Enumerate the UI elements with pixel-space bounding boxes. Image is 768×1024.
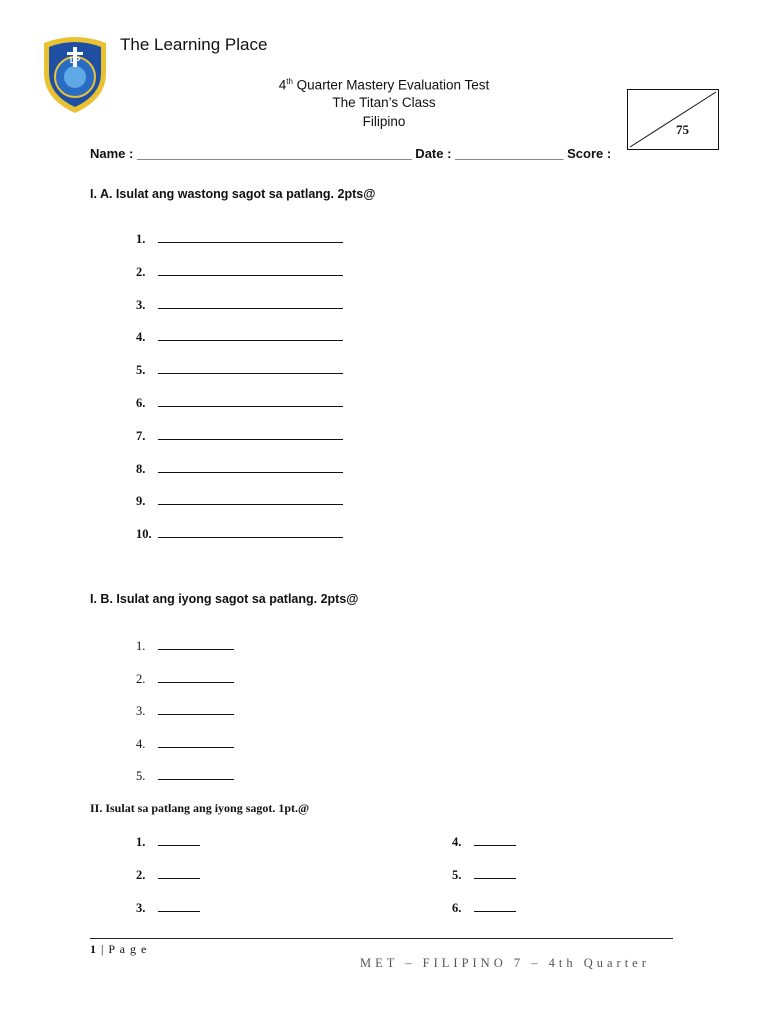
answer-item bbox=[136, 361, 343, 378]
item-number: 4. bbox=[136, 736, 146, 751]
answer-blank[interactable] bbox=[474, 899, 516, 912]
item-number: 1. bbox=[136, 835, 146, 849]
item-number: 2. bbox=[136, 868, 146, 882]
answer-blank[interactable] bbox=[158, 328, 343, 341]
answer-item bbox=[136, 263, 343, 280]
class-name: The Titan’s Class bbox=[332, 95, 436, 110]
answer-item bbox=[452, 866, 516, 883]
answer-item bbox=[136, 670, 234, 687]
answer-blank[interactable] bbox=[158, 361, 343, 374]
item-number: 4. bbox=[136, 330, 146, 345]
answer-item bbox=[136, 702, 234, 719]
answer-item bbox=[452, 833, 516, 850]
page-label: | P a g e bbox=[101, 942, 148, 956]
answer-blank[interactable] bbox=[158, 735, 234, 748]
answer-item bbox=[136, 394, 343, 411]
item-number: 3. bbox=[136, 901, 146, 915]
answer-blank[interactable] bbox=[474, 866, 516, 879]
answer-blank[interactable] bbox=[158, 492, 343, 505]
section-2-heading: II. Isulat sa patlang ang iyong sagot. 1pt.@ bbox=[90, 801, 310, 815]
item-number: 3. bbox=[136, 704, 146, 718]
answer-item bbox=[452, 899, 516, 916]
answer-item bbox=[136, 866, 200, 883]
answer-blank[interactable] bbox=[158, 702, 234, 715]
item-number: 2. bbox=[136, 671, 146, 686]
answer-blank[interactable] bbox=[158, 230, 343, 243]
section-1a-heading: I. A. Isulat ang wastong sagot sa patlang. 2pts@ bbox=[90, 187, 376, 201]
item-number: 10. bbox=[136, 527, 152, 542]
item-number: 4. bbox=[452, 835, 462, 849]
page-number: 1 bbox=[90, 942, 97, 956]
item-number: 5. bbox=[136, 363, 146, 378]
score-box bbox=[627, 89, 719, 150]
answer-item bbox=[136, 460, 343, 477]
logo-initials: LP bbox=[69, 56, 81, 65]
answer-item bbox=[136, 735, 234, 752]
answer-blank[interactable] bbox=[158, 296, 343, 309]
answer-item bbox=[136, 767, 234, 784]
answer-blank[interactable] bbox=[158, 263, 343, 276]
subject: Filipino bbox=[362, 114, 406, 129]
answer-item bbox=[136, 525, 343, 542]
answer-item bbox=[136, 427, 343, 444]
item-number: 6. bbox=[452, 901, 462, 915]
score-total: 75 bbox=[676, 122, 689, 137]
item-number: 7. bbox=[136, 428, 146, 443]
answer-blank[interactable] bbox=[158, 767, 234, 780]
answer-blank[interactable] bbox=[158, 833, 200, 846]
footer-test-label: MET – FILIPINO 7 – 4th Quarter bbox=[360, 956, 650, 970]
answer-item bbox=[136, 833, 200, 850]
item-number: 5. bbox=[136, 769, 146, 783]
school-name: The Learning Place bbox=[120, 35, 268, 54]
answer-blank[interactable] bbox=[158, 866, 200, 879]
item-number: 8. bbox=[136, 461, 146, 476]
answer-blank[interactable] bbox=[158, 899, 200, 912]
answer-blank[interactable] bbox=[158, 525, 343, 538]
section-1b-heading: I. B. Isulat ang iyong sagot sa patlang. 2pts@ bbox=[90, 592, 359, 606]
footer-page bbox=[90, 942, 147, 957]
answer-item bbox=[136, 328, 343, 345]
test-title: 4th Quarter Mastery Evaluation Test bbox=[278, 77, 490, 93]
item-number: 2. bbox=[136, 264, 146, 279]
answer-item bbox=[136, 637, 234, 654]
answer-item bbox=[136, 296, 343, 313]
item-number: 6. bbox=[136, 396, 146, 410]
item-number: 1. bbox=[136, 232, 146, 246]
score-divider bbox=[628, 90, 718, 149]
answer-blank[interactable] bbox=[474, 833, 516, 846]
answer-blank[interactable] bbox=[158, 460, 343, 473]
item-number: 3. bbox=[136, 297, 146, 312]
item-number: 5. bbox=[452, 868, 462, 882]
student-info-line[interactable]: Name : ______________________________________ Date : _______________ Score : bbox=[90, 146, 612, 161]
answer-blank[interactable] bbox=[158, 670, 234, 683]
answer-blank[interactable] bbox=[158, 427, 343, 440]
answer-item bbox=[136, 230, 343, 247]
item-number: 9. bbox=[136, 494, 146, 509]
answer-blank[interactable] bbox=[158, 637, 234, 650]
answer-blank[interactable] bbox=[158, 394, 343, 407]
answer-item bbox=[136, 899, 200, 916]
footer-divider bbox=[90, 938, 673, 939]
item-number: 1. bbox=[136, 639, 146, 653]
answer-item bbox=[136, 492, 343, 509]
